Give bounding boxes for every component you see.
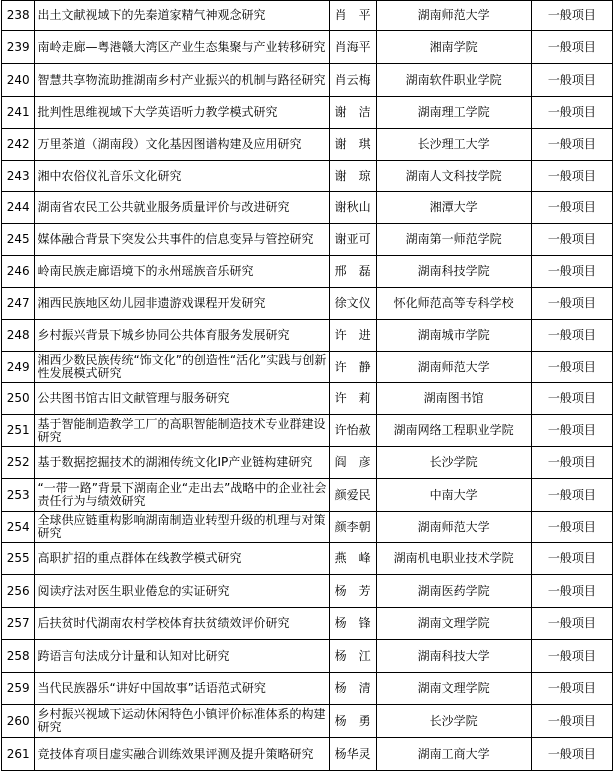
project-title: 全球供应链重构影响湖南制造业转型升级的机理与对策研究 [35, 512, 329, 543]
project-institution: 长沙学院 [376, 447, 531, 479]
project-number: 257 [2, 608, 35, 640]
project-title: 阅读疗法对医生职业倦怠的实证研究 [35, 575, 329, 608]
project-category: 一般项目 [531, 256, 612, 288]
project-number: 249 [2, 352, 35, 383]
project-leader: 杨 锋 [329, 608, 376, 640]
project-institution: 湖南理工学院 [376, 97, 531, 129]
project-category: 一般项目 [531, 447, 612, 479]
project-title: 批判性思维视域下大学英语听力教学模式研究 [35, 97, 329, 129]
project-title: 南岭走廊—粤港赣大湾区产业生态集聚与产业转移研究 [35, 31, 329, 64]
project-institution: 湘潭大学 [376, 192, 531, 224]
project-number: 255 [2, 543, 35, 575]
table-row [2, 129, 613, 161]
project-category: 一般项目 [531, 479, 612, 512]
project-institution: 湖南科技学院 [376, 256, 531, 288]
project-number: 251 [2, 415, 35, 447]
project-leader: 谢 琼 [329, 161, 376, 192]
project-institution: 湖南人文科技学院 [376, 161, 531, 192]
project-title: 万里茶道（湖南段）文化基因图谱构建及应用研究 [35, 129, 329, 161]
project-institution: 湖南工商大学 [376, 738, 531, 771]
table-row [2, 352, 613, 383]
table-row [2, 705, 613, 738]
project-leader: 邢 磊 [329, 256, 376, 288]
project-title: 后扶贫时代湖南农村学校体育扶贫绩效评价研究 [35, 608, 329, 640]
project-leader: 颜李朝 [329, 512, 376, 543]
project-title: 湘西少数民族传统“饰文化”的创造性“活化”实践与创新性发展模式研究 [35, 352, 329, 383]
project-category: 一般项目 [531, 738, 612, 771]
project-institution: 长沙理工大学 [376, 129, 531, 161]
project-leader: 阎 彦 [329, 447, 376, 479]
project-number: 259 [2, 673, 35, 705]
table-row [2, 447, 613, 479]
project-institution: 中南大学 [376, 479, 531, 512]
table-row [2, 224, 613, 256]
table-row [2, 1, 613, 31]
project-category: 一般项目 [531, 415, 612, 447]
project-number: 243 [2, 161, 35, 192]
table-row [2, 64, 613, 97]
project-institution: 湖南图书馆 [376, 383, 531, 415]
project-title: 湖南省农民工公共就业服务质量评价与改进研究 [35, 192, 329, 224]
table-row [2, 288, 613, 320]
project-title: 媒体融合背景下突发公共事件的信息变异与管控研究 [35, 224, 329, 256]
project-leader: 燕 峰 [329, 543, 376, 575]
project-category: 一般项目 [531, 224, 612, 256]
project-institution: 湖南文理学院 [376, 608, 531, 640]
project-category: 一般项目 [531, 97, 612, 129]
project-title: 基于智能制造教学工厂的高职智能制造技术专业群建设研究 [35, 415, 329, 447]
project-leader: 颜爱民 [329, 479, 376, 512]
project-leader: 谢 琪 [329, 129, 376, 161]
project-institution: 湖南网络工程职业学院 [376, 415, 531, 447]
table-row [2, 479, 613, 512]
table-row [2, 383, 613, 415]
project-category: 一般项目 [531, 192, 612, 224]
project-category: 一般项目 [531, 1, 612, 31]
table-row [2, 738, 613, 771]
project-institution: 湖南机电职业技术学院 [376, 543, 531, 575]
project-institution: 湖南师范大学 [376, 1, 531, 31]
project-title: 出土文献视域下的先秦道家精气神观念研究 [35, 1, 329, 31]
project-title: 跨语言句法成分计量和认知对比研究 [35, 640, 329, 673]
table-row [2, 192, 613, 224]
project-number: 240 [2, 64, 35, 97]
project-leader: 杨华灵 [329, 738, 376, 771]
project-category: 一般项目 [531, 543, 612, 575]
project-institution: 湖南师范大学 [376, 512, 531, 543]
project-category: 一般项目 [531, 64, 612, 97]
project-number: 238 [2, 1, 35, 31]
project-leader: 肖 平 [329, 1, 376, 31]
table-row [2, 608, 613, 640]
project-number: 258 [2, 640, 35, 673]
project-leader: 杨 清 [329, 673, 376, 705]
project-leader: 谢秋山 [329, 192, 376, 224]
project-leader: 谢亚可 [329, 224, 376, 256]
project-number: 247 [2, 288, 35, 320]
table-row [2, 256, 613, 288]
project-leader: 许 莉 [329, 383, 376, 415]
project-title: 智慧共享物流助推湖南乡村产业振兴的机制与路径研究 [35, 64, 329, 97]
project-number: 250 [2, 383, 35, 415]
project-category: 一般项目 [531, 705, 612, 738]
table-row [2, 161, 613, 192]
project-category: 一般项目 [531, 673, 612, 705]
table-row [2, 640, 613, 673]
project-institution: 湖南城市学院 [376, 320, 531, 352]
project-leader: 肖海平 [329, 31, 376, 64]
table-row [2, 543, 613, 575]
table-row [2, 97, 613, 129]
project-number: 254 [2, 512, 35, 543]
project-leader: 杨 江 [329, 640, 376, 673]
project-leader: 肖云梅 [329, 64, 376, 97]
project-list-table [1, 0, 613, 771]
project-number: 246 [2, 256, 35, 288]
project-list-body [2, 1, 613, 771]
table-row [2, 575, 613, 608]
project-institution: 湖南文理学院 [376, 673, 531, 705]
project-title: 湘中农俗仪礼音乐文化研究 [35, 161, 329, 192]
project-institution: 长沙学院 [376, 705, 531, 738]
project-institution: 湘南学院 [376, 31, 531, 64]
project-title: 基于数据挖掘技术的湖湘传统文化IP产业链构建研究 [35, 447, 329, 479]
project-category: 一般项目 [531, 383, 612, 415]
project-leader: 许 静 [329, 352, 376, 383]
project-number: 248 [2, 320, 35, 352]
project-category: 一般项目 [531, 31, 612, 64]
project-category: 一般项目 [531, 352, 612, 383]
project-title: 当代民族器乐“讲好中国故事”话语范式研究 [35, 673, 329, 705]
table-row [2, 320, 613, 352]
project-category: 一般项目 [531, 512, 612, 543]
project-institution: 湖南第一师范学院 [376, 224, 531, 256]
project-leader: 谢 洁 [329, 97, 376, 129]
project-category: 一般项目 [531, 161, 612, 192]
project-category: 一般项目 [531, 320, 612, 352]
project-title: 竞技体育项目虚实融合训练效果评测及提升策略研究 [35, 738, 329, 771]
project-category: 一般项目 [531, 608, 612, 640]
project-title: 乡村振兴背景下城乡协同公共体育服务发展研究 [35, 320, 329, 352]
project-title: “一带一路”背景下湖南企业“走出去”战略中的企业社会责任行为与绩效研究 [35, 479, 329, 512]
project-number: 244 [2, 192, 35, 224]
project-title: 公共图书馆古旧文献管理与服务研究 [35, 383, 329, 415]
project-institution: 湖南师范大学 [376, 352, 531, 383]
project-number: 261 [2, 738, 35, 771]
project-leader: 许 进 [329, 320, 376, 352]
project-category: 一般项目 [531, 129, 612, 161]
project-institution: 湖南医药学院 [376, 575, 531, 608]
project-institution: 怀化师范高等专科学校 [376, 288, 531, 320]
project-leader: 杨 勇 [329, 705, 376, 738]
project-number: 241 [2, 97, 35, 129]
project-institution: 湖南科技大学 [376, 640, 531, 673]
project-category: 一般项目 [531, 288, 612, 320]
project-number: 253 [2, 479, 35, 512]
project-number: 242 [2, 129, 35, 161]
project-institution: 湖南软件职业学院 [376, 64, 531, 97]
project-number: 256 [2, 575, 35, 608]
project-leader: 许怡赦 [329, 415, 376, 447]
table-row [2, 415, 613, 447]
project-number: 245 [2, 224, 35, 256]
project-title: 乡村振兴视域下运动休闲特色小镇评价标准体系的构建研究 [35, 705, 329, 738]
table-row [2, 31, 613, 64]
project-number: 260 [2, 705, 35, 738]
table-row [2, 673, 613, 705]
project-number: 252 [2, 447, 35, 479]
table-row [2, 512, 613, 543]
project-leader: 杨 芳 [329, 575, 376, 608]
project-title: 湘西民族地区幼儿园非遗游戏课程开发研究 [35, 288, 329, 320]
project-leader: 徐文仪 [329, 288, 376, 320]
project-category: 一般项目 [531, 640, 612, 673]
project-number: 239 [2, 31, 35, 64]
project-title: 岭南民族走廊语境下的永州瑶族音乐研究 [35, 256, 329, 288]
project-category: 一般项目 [531, 575, 612, 608]
project-title: 高职扩招的重点群体在线教学模式研究 [35, 543, 329, 575]
